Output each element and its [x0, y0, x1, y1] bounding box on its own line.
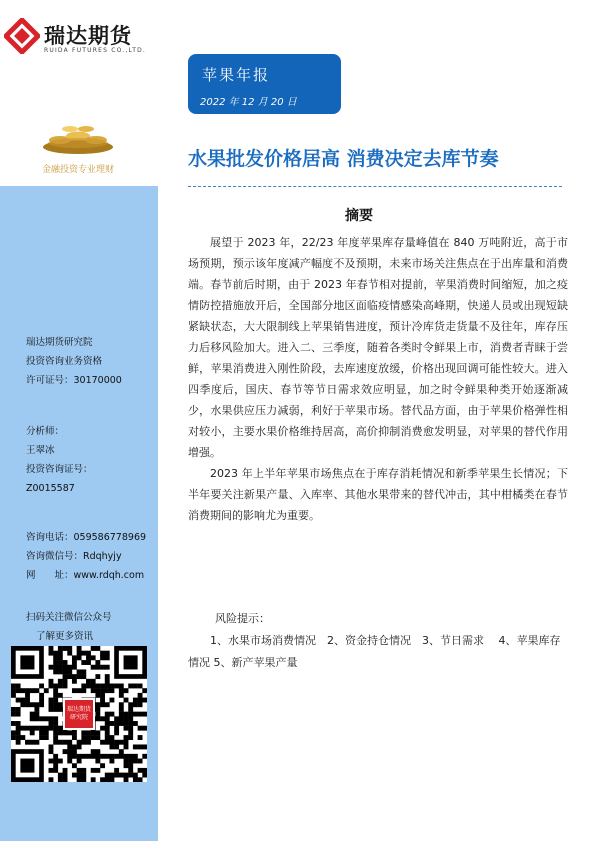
- ruida-logo-icon: [4, 18, 40, 54]
- website-link[interactable]: 网 址：www.rdqh.com: [26, 570, 145, 581]
- contact-info: [26, 528, 146, 585]
- analyst-name: 王翠冰: [26, 445, 55, 456]
- qr-subtitle: 了解更多资讯: [36, 631, 94, 642]
- company-logo: [4, 14, 164, 56]
- company-name-cn: 瑞达期货: [44, 24, 132, 48]
- wechat-qr-code[interactable]: [11, 646, 147, 782]
- report-title: 苹果年报: [202, 66, 271, 84]
- institute-info: [26, 333, 122, 390]
- risk-items: 1、水果市场消费情况 2、资金持仓情况 3、节日需求 4、苹果库存情况 5、新产苹果产量: [188, 634, 561, 669]
- summary-paragraph: 2023 年上半年苹果市场焦点在于库存消耗情况和新季苹果生长情况；下半年要关注新果产量、入库率、其他水果带来的替代冲击，其中柑橘类在春节消费期间的影响尤为重要。: [188, 467, 568, 522]
- cert-label: 投资咨询证号：: [26, 464, 93, 475]
- qr-title: 扫码关注微信公众号: [26, 612, 112, 623]
- license-number: 许可证号：30170000: [26, 375, 122, 386]
- company-name-en: RUIDA FUTURES CO.,LTD.: [44, 47, 147, 54]
- gold-coins-icon: [40, 120, 116, 156]
- report-type-box: [188, 54, 341, 114]
- summary-title: 摘要: [345, 208, 373, 224]
- report-date: 2022 年 12 月 20 日: [200, 97, 297, 108]
- risk-section: [188, 608, 568, 674]
- phone: 咨询电话：059586778969: [26, 532, 147, 543]
- qualification: 投资咨询业务资格: [26, 356, 103, 367]
- cert-number: Z0015587: [26, 483, 75, 494]
- wechat-id: 咨询微信号：Rdqhyjy: [26, 551, 122, 562]
- slogan: 金融投资专业理财: [42, 165, 115, 175]
- analyst-label: 分析师：: [26, 426, 65, 437]
- qr-caption: [26, 608, 112, 646]
- summary-body: [188, 232, 568, 526]
- qr-center-badge: [63, 698, 95, 730]
- analyst-info: [26, 422, 93, 498]
- summary-paragraph: 展望于 2023 年，22/23 年度苹果库存量峰值在 840 万吨附近，高于市场预期，预示该年度减产幅度不及预期，未来市场关注焦点在于出库量和消费端。春节前后时期，由于 2023 年春节相对提前，苹果消费时间缩短，加之疫情防控措施放开后，全国部分地区面临疫情感染高峰期，快递人员或出现短缺紧缺状态，大大限制线上苹果销售进度，预计冷库货走货量不及往年，库存压力后移风险加大。进入二、三季度，随着各类时令鲜果上市，消费者青睐于尝鲜，苹果消费进入刚性阶段，去库速度放缓，价格出现回调可能性较大。进入四季度后，国庆、春节等节日需求效应明显，加之时令鲜果种类开始逐渐减少，水果供应压力减弱，利好于苹果市场。替代品方面，由于苹果价格弹性相对较小，主要水果价格维持居高，高价抑制消费愈发明显，对苹果的替代作用增强。: [188, 236, 568, 459]
- page-title: 水果批发价格居高 消费决定去库节奏: [188, 148, 499, 170]
- institute-name: 瑞达期货研究院: [26, 337, 93, 348]
- qr-center-text: 瑞达期货研究院: [67, 706, 92, 721]
- risk-title: 风险提示：: [215, 612, 270, 625]
- dashed-divider: [188, 186, 562, 187]
